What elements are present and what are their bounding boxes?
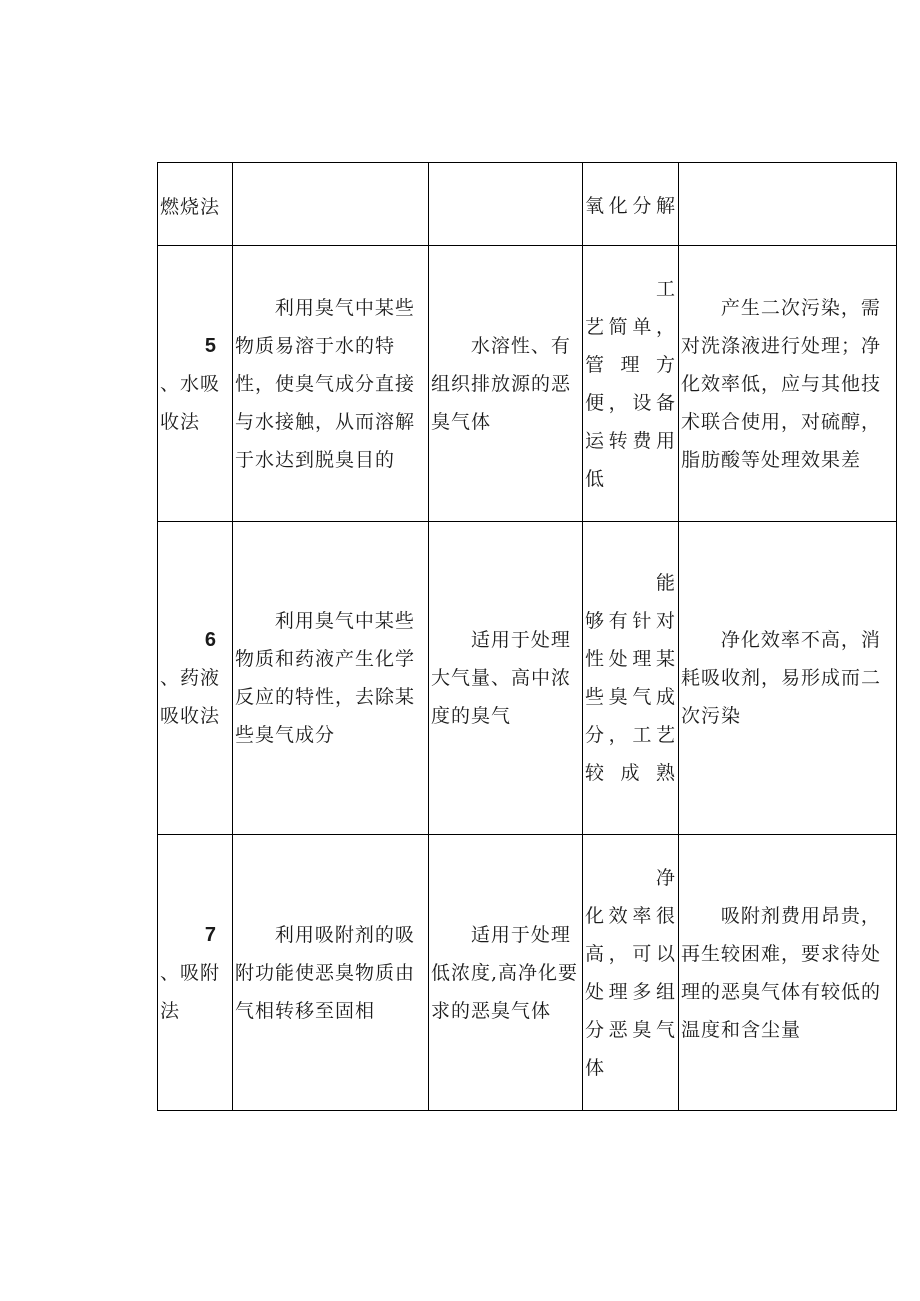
advantage-cell [583, 835, 679, 1111]
principle-cell: 利用臭气中某些物质和药液产生化学反应的特性，去除某些臭气成分 [233, 522, 429, 835]
principle-cell: 利用吸附剂的吸附功能使恶臭物质由气相转移至固相 [233, 835, 429, 1111]
method-number: 7 [204, 923, 216, 946]
advantage-first-char: 能 [655, 572, 676, 594]
advantage-first-char: 工 [655, 277, 676, 300]
treatment-methods-table [157, 162, 897, 1111]
method-name: 、吸附法 [160, 961, 221, 1022]
table-row [158, 835, 897, 1111]
method-name: 燃烧法 [160, 196, 221, 218]
scope-cell: 适用于处理大气量、高中浓度的臭气 [429, 522, 583, 835]
advantage-cell: 氧化分解 [583, 163, 679, 246]
principle-cell [233, 163, 429, 246]
disadvantage-cell: 吸附剂费用昂贵，再生较困难，要求待处理的恶臭气体有较低的温度和含尘量 [679, 835, 897, 1111]
method-name-cell [158, 522, 233, 835]
method-name-cell [158, 163, 233, 246]
scope-cell [429, 163, 583, 246]
method-name: 、水吸收法 [160, 372, 221, 433]
disadvantage-cell [679, 163, 897, 246]
disadvantage-cell: 产生二次污染，需对洗涤液进行处理；净化效率低，应与其他技术联合使用，对硫醇，脂肪酸等处理效果差 [679, 246, 897, 522]
advantage-text: 化效率很高，可以处理多组分恶臭气体 [585, 904, 676, 1079]
principle-cell: 利用臭气中某些物质易溶于水的特性，使臭气成分直接与水接触，从而溶解于水达到脱臭目的 [233, 246, 429, 522]
method-name-cell [158, 246, 233, 522]
method-name: 、药液吸收法 [160, 667, 221, 727]
table-row [158, 522, 897, 835]
method-number: 6 [204, 629, 216, 651]
method-number: 5 [204, 334, 216, 357]
method-name-cell [158, 835, 233, 1111]
scope-cell: 水溶性、有组织排放源的恶臭气体 [429, 246, 583, 522]
advantage-first-char: 净 [655, 866, 676, 889]
table-row [158, 163, 897, 246]
scope-cell: 适用于处理低浓度,高净化要求的恶臭气体 [429, 835, 583, 1111]
advantage-cell [583, 246, 679, 522]
advantage-cell [583, 522, 679, 835]
disadvantage-cell: 净化效率不高，消耗吸收剂，易形成而二次污染 [679, 522, 897, 835]
table-row [158, 246, 897, 522]
advantage-text: 艺简单，管理方便，设备运转费用低 [585, 315, 676, 490]
advantage-text: 够有针对性处理某些臭气成分，工艺较成熟 [585, 610, 676, 784]
